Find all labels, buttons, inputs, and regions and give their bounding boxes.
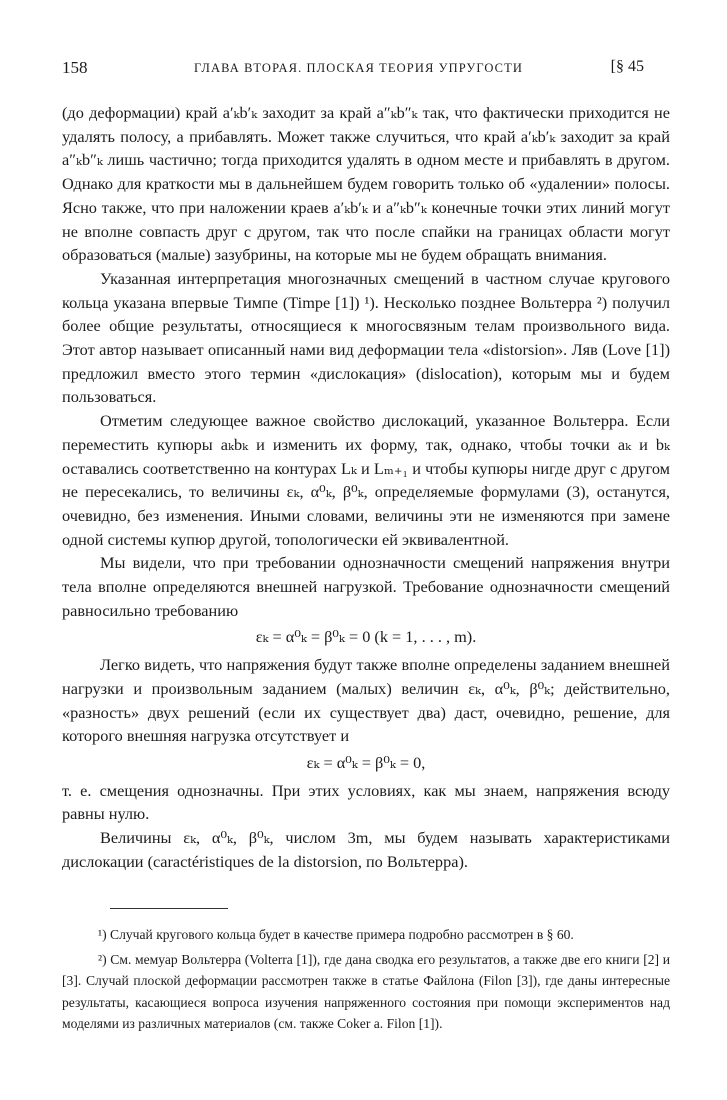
page-number: 158: [62, 58, 88, 77]
main-text: [62, 101, 670, 874]
paragraph-4: Мы видели, что при требовании однозначности смещений напряжения внутри тела вполне определяются внешней нагрузкой. Требование однозначности смещений равносильно требованию: [62, 553, 670, 620]
paragraph-6: т. е. смещения однозначны. При этих условиях, как мы знаем, напряжения всюду равны нулю.: [62, 780, 670, 824]
chapter-title: ГЛАВА ВТОРАЯ. ПЛОСКАЯ ТЕОРИЯ УПРУГОСТИ: [194, 61, 523, 75]
running-header: [62, 58, 644, 82]
section-marker: [§ 45: [610, 58, 644, 75]
formula-2: εₖ = α⁰ₖ = β⁰ₖ = 0,: [306, 752, 426, 772]
paragraph-5: Легко видеть, что напряжения будут также вполне определены заданием внешней нагрузки и произвольным заданием (малых) величин εₖ, α⁰ₖ, β⁰ₖ; действительно, «разность» двух решений (если их существует два) даст, очевидно, решение, для которого внешняя нагрузка отсутствует и: [62, 655, 670, 746]
paragraph-1: (до деформации) край a′ₖb′ₖ заходит за край a″ₖb″ₖ так, что фактически приходится не удалять полосу, а прибавлять. Может также случиться, что край a′ₖb′ₖ заходит за край a″ₖb″ₖ лишь частично; тогда приходится удалять в одном месте и прибавлять в другом. Однако для краткости мы в дальнейшем будем говорить только об «удалении» полосы. Ясно также, что при наложении краев a′ₖb′ₖ и a″ₖb″ₖ конечные точки этих линий могут не вполне совпасть друг с другом, так что после спайки на границах области могут образоваться (малые) зазубрины, на которые мы не будем обращать внимания.: [62, 103, 670, 265]
footnote-divider: [110, 908, 228, 909]
footnote-2: ²) См. мемуар Вольтерра (Volterra [1]), где дана сводка его результатов, а также две его книги [2] и [3]. Случай плоской деформации рассмотрен также в статье Файлона (Filon [3]), где даны интересные результаты, касающиеся вопроса изучения напряженного состояния при помощи экспериментов над моделями из различных материалов (см. также Coker a. Filon [1]).: [62, 951, 670, 1031]
paragraph-7: Величины εₖ, α⁰ₖ, β⁰ₖ, числом 3m, мы будем называть характеристиками дислокации (caractéristiques de la distorsion, по Вольтерра).: [62, 828, 670, 871]
footnote-1: ¹) Случай кругового кольца будет в качестве примера подробно рассмотрен в § 60.: [98, 927, 574, 942]
footnotes: [62, 924, 670, 1038]
paragraph-3: Отметим следующее важное свойство дислокаций, указанное Вольтерра. Если переместить купюры aₖbₖ и изменить их форму, так, однако, чтобы точки aₖ и bₖ оставались соответственно на контурах Lₖ и Lₘ₊₁ и чтобы купюры нигде друг с другом не пересекались, то величины εₖ, α⁰ₖ, β⁰ₖ, определяемые формулами (3), останутся, очевидно, без изменения. Иными словами, величины эти не изменяются при замене одной системы купюр другой, топологически ей эквивалентной.: [62, 411, 670, 549]
formula-1: εₖ = α⁰ₖ = β⁰ₖ = 0 (k = 1, . . . , m).: [255, 627, 477, 647]
paragraph-2: Указанная интерпретация многозначных смещений в частном случае кругового кольца указана впервые Тимпе (Timpe [1]) ¹). Несколько позднее Вольтерра ²) получил более общие результаты, относящиеся к многосвязным телам произвольного вида. Этот автор называет описанный нами вид деформации тела «distorsion». Ляв (Love [1]) предложил вместо этого термин «дислокация» (dislocation), которым мы и будем пользоваться.: [62, 268, 670, 407]
